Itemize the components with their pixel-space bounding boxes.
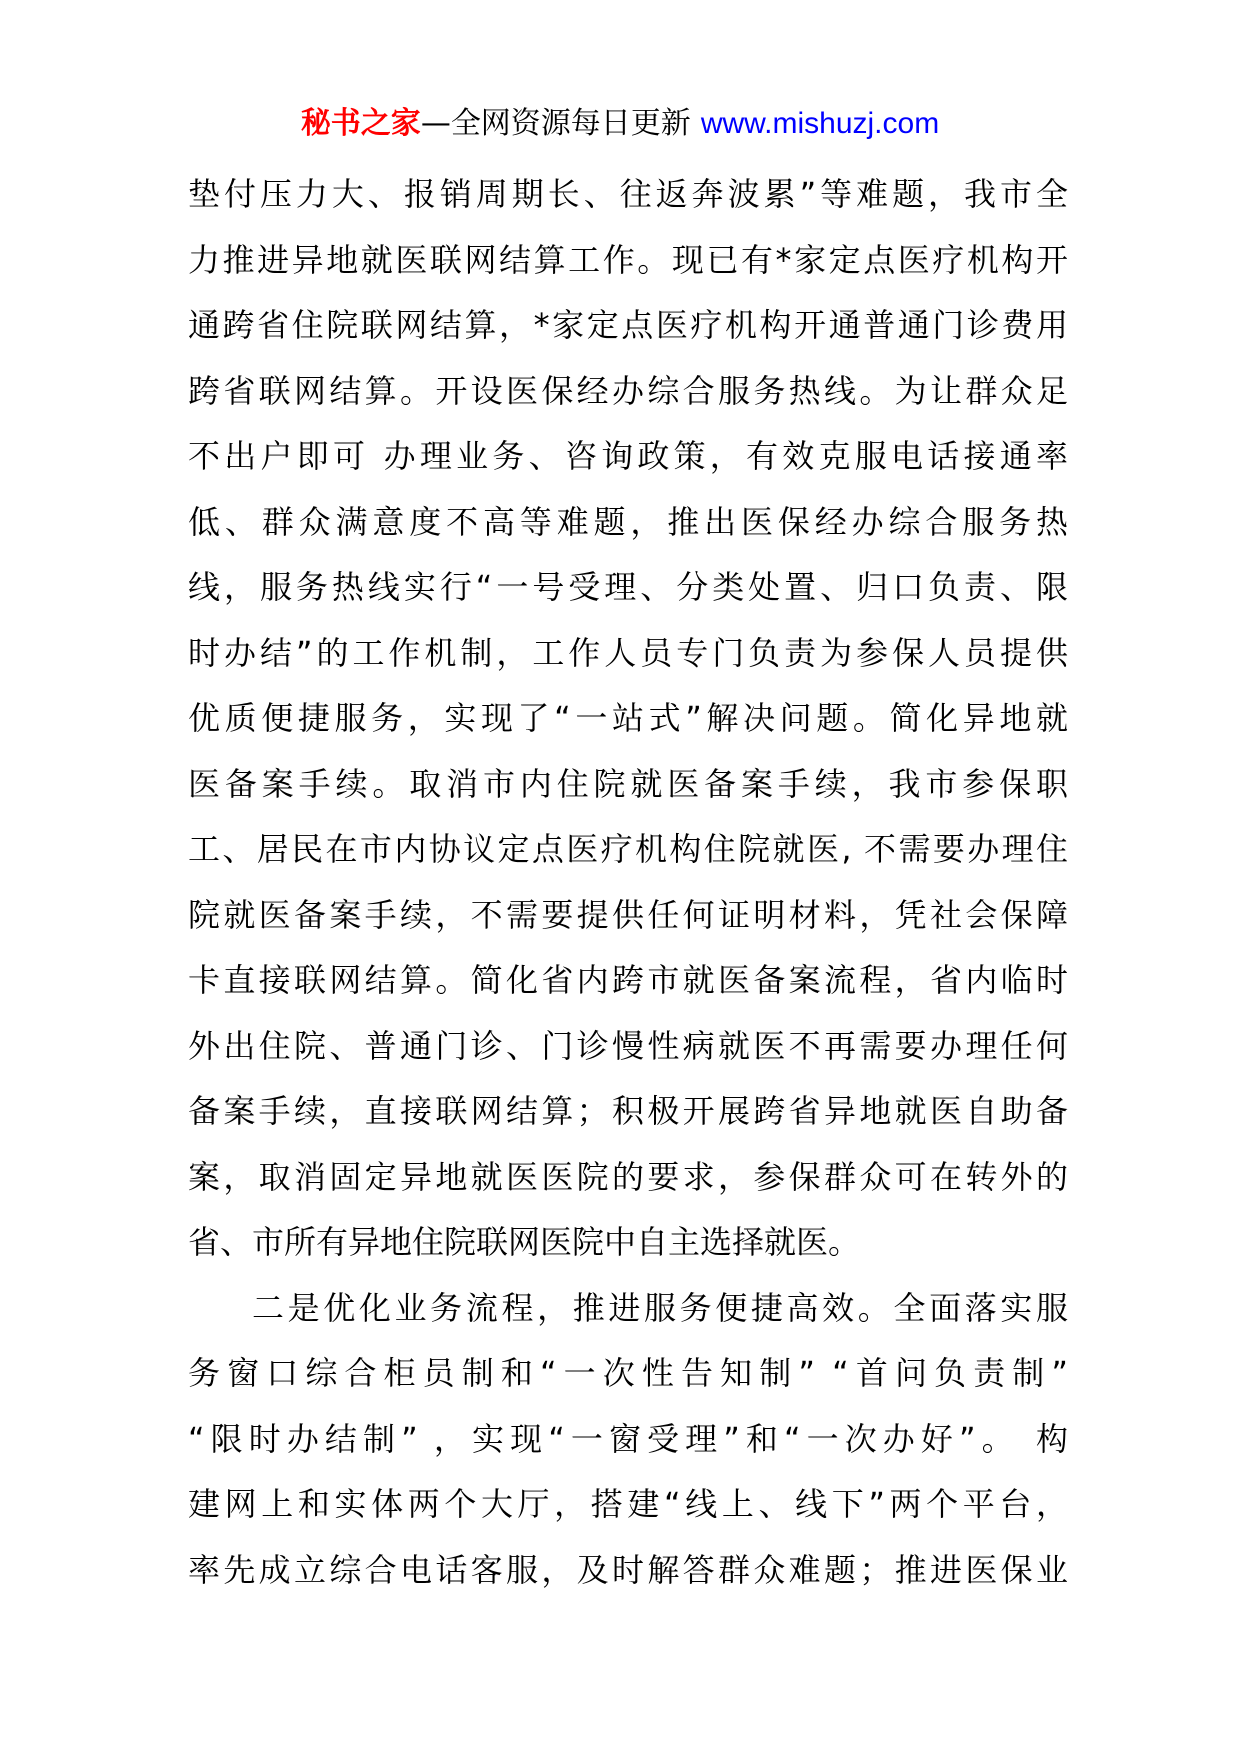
text-line: 备案手续，直接联网结算；积极开展跨省异地就医自助备 <box>188 1092 1068 1130</box>
text-line: “限时办结制” ，实现“一窗受理”和“一次办好”。 构 <box>188 1419 1068 1458</box>
text-line: 案，取消固定异地就医医院的要求，参保群众可在转外的 <box>188 1157 1068 1196</box>
text-line: 不出户即可 办理业务、咨询政策，有效克服电话接通率 <box>188 437 1068 475</box>
text-line-paragraph-end: 省、市所有异地住院联网医院中自主选择就医。 <box>188 1223 861 1261</box>
text-line: 率先成立综合电话客服，及时解答群众难题；推进医保业 <box>188 1550 1068 1589</box>
text-line: 时办结”的工作机制，工作人员专门负责为参保人员提供 <box>188 633 1068 672</box>
site-header <box>0 100 1240 148</box>
text-line: 垫付压力大、报销周期长、往返奔波累”等难题，我市全 <box>188 175 1068 213</box>
site-url-link[interactable]: www.mishuzj.com <box>700 107 940 140</box>
text-line: 医备案手续。取消市内住院就医备案手续，我市参保职 <box>188 764 1068 803</box>
text-line: 卡直接联网结算。简化省内跨市就医备案流程，省内临时 <box>188 961 1068 999</box>
text-line: 工、居民在市内协议定点医疗机构住院就医, 不需要办理住 <box>188 830 1068 868</box>
text-line: 线，服务热线实行“一号受理、分类处置、归口负责、限 <box>188 568 1068 606</box>
text-line: 务窗口综合柜员制和“一次性告知制” “首问负责制” <box>188 1354 1068 1392</box>
site-brand: 秘书之家 <box>300 106 421 141</box>
text-line: 院就医备案手续，不需要提供任何证明材料，凭社会保障 <box>188 895 1068 934</box>
text-line: 外出住院、普通门诊、门诊慢性病就医不再需要办理任何 <box>188 1026 1068 1065</box>
text-line: 力推进异地就医联网结算工作。现已有*家定点医疗机构开 <box>188 240 1068 279</box>
text-line-paragraph-start: 二是优化业务流程，推进服务便捷高效。全面落实服 <box>252 1288 1068 1327</box>
document-body <box>188 162 1068 1603</box>
text-line: 低、群众满意度不高等难题，推出医保经办综合服务热 <box>188 502 1068 541</box>
text-line: 优质便捷服务，实现了“一站式”解决问题。简化异地就 <box>188 699 1068 737</box>
text-line: 跨省联网结算。开设医保经办综合服务热线。为让群众足 <box>188 371 1068 410</box>
text-line: 通跨省住院联网结算，*家定点医疗机构开通普通门诊费用 <box>188 306 1068 344</box>
site-tagline: —全网资源每日更新 <box>420 106 691 141</box>
text-line: 建网上和实体两个大厅，搭建“线上、线下”两个平台， <box>188 1485 1068 1523</box>
